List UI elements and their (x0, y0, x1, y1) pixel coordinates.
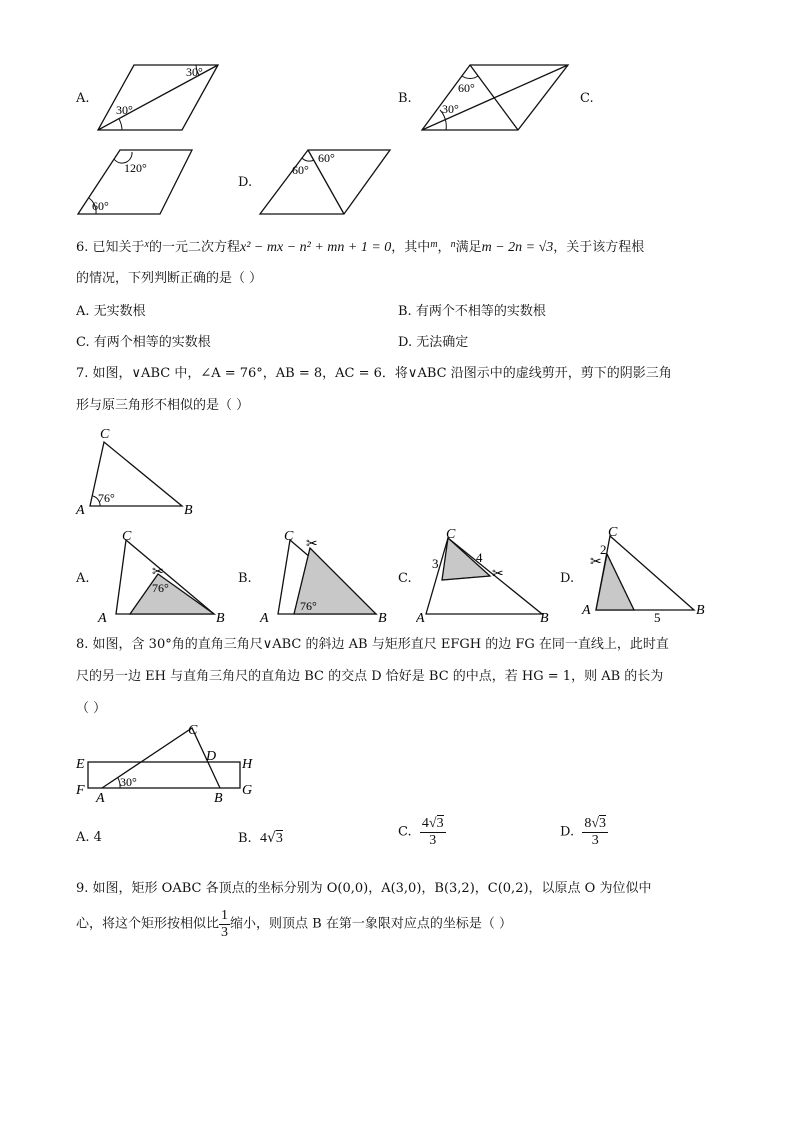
vertex-label: A (98, 611, 107, 624)
vertex-label: C (608, 525, 618, 540)
q7-option-a-label[interactable]: A. (76, 571, 90, 586)
vertex-label: B (216, 611, 225, 624)
angle-label: 76° (300, 599, 317, 613)
vertex-label: E (76, 757, 85, 772)
vertex-label: C (122, 529, 132, 544)
q7-figure-c (416, 526, 556, 624)
equation: x² − mx − n² + mn + 1 = 0 (240, 240, 392, 255)
angle-label: 30° (120, 775, 137, 789)
q8-option-d[interactable]: D. $\frac{8√3}{3}$ (560, 816, 607, 848)
angle-label: 76° (98, 491, 115, 505)
angle-label: 30° (186, 65, 203, 79)
q7-option-d-label[interactable]: D. (560, 571, 575, 586)
angle-label: 60° (318, 151, 335, 165)
vertex-label: B (214, 791, 223, 806)
q5-figure-c (74, 146, 194, 218)
length-label: 3 (432, 556, 439, 571)
q8-stem-line2: 尺的另一边 EH 与直角三角尺的直角边 BC 的交点 D 恰好是 BC 的中点，若 HG = 1，则 AB 的长为 (76, 669, 664, 684)
q5-option-b-label[interactable]: B. (398, 91, 412, 106)
vertex-label: A (416, 611, 425, 624)
q7-figure-d (578, 524, 714, 624)
q8-stem-line3: （ ） (76, 701, 107, 716)
q7-stem-line1: 7. 如图，∨ABC 中，∠A = 76°，AB = 8，AC = 6．将∨ABC 沿图示中的虚线剪开，剪下的阴影三角 (76, 366, 672, 381)
angle-label: 120° (124, 161, 147, 175)
angle-label: 60° (292, 163, 309, 177)
scissors-icon: ✂ (152, 565, 164, 580)
q7-option-b-label[interactable]: B. (238, 571, 252, 586)
q6-option-b[interactable]: B. 有两个不相等的实数根 (398, 304, 546, 319)
angle-label: 60° (92, 199, 109, 213)
q7-main-triangle (74, 424, 204, 520)
q6-option-c[interactable]: C. 有两个相等的实数根 (76, 335, 211, 350)
q5-figure-d (256, 146, 396, 218)
vertex-label: A (96, 791, 105, 806)
q8-option-b[interactable]: B. 4√3 (238, 830, 283, 846)
q5-option-d-label[interactable]: D. (238, 175, 253, 190)
vertex-label: B (184, 503, 193, 518)
length-label: 4 (476, 550, 483, 565)
q5-option-c-label[interactable]: C. (580, 91, 594, 106)
q7-figure-a (94, 526, 230, 624)
vertex-label: A (76, 503, 85, 518)
length-label: 2 (600, 542, 607, 557)
vertex-label: C (446, 527, 456, 542)
vertex-label: C (100, 427, 110, 442)
vertex-label: B (378, 611, 387, 624)
vertex-label: A (260, 611, 269, 624)
angle-label: 60° (458, 81, 475, 95)
q8-figure (74, 720, 264, 806)
q6-stem-line2: 的情况，下列判断正确的是（ ） (76, 271, 263, 286)
q6-option-d[interactable]: D. 无法确定 (398, 335, 469, 350)
scissors-icon: ✂ (590, 555, 602, 570)
condition: m − 2n = √3 (481, 240, 554, 255)
scissors-icon: ✂ (492, 567, 504, 582)
q8-option-c[interactable]: C. $\frac{4√3}{3}$ (398, 816, 444, 848)
angle-label: 30° (116, 103, 133, 117)
q6-option-a[interactable]: A. 无实数根 (76, 304, 146, 319)
vertex-label: H (242, 757, 253, 772)
length-label: 5 (654, 610, 661, 624)
q5-figure-b (418, 60, 578, 135)
angle-label: 30° (442, 102, 459, 116)
vertex-label: A (582, 603, 591, 618)
q5-option-a-label[interactable]: A. (76, 91, 90, 106)
scissors-icon: ✂ (306, 537, 318, 552)
vertex-label: D (206, 749, 217, 764)
vertex-label: B (540, 611, 549, 624)
q8-stem-line1: 8. 如图，含 30°角的直角三角尺∨ABC 的斜边 AB 与矩形直尺 EFGH 的边 FG 在同一直线上，此时直 (76, 637, 669, 652)
vertex-label: C (284, 529, 294, 544)
q7-option-c-label[interactable]: C. (398, 571, 412, 586)
q8-option-a[interactable]: A. 4 (76, 830, 102, 845)
angle-label: 76° (152, 581, 169, 595)
vertex-label: C (188, 723, 198, 738)
q9-stem-line1: 9. 如图，矩形 OABC 各顶点的坐标分别为 O(0,0)，A(3,0)，B(3,2)，C(0,2)，以原点 O 为位似中 (76, 881, 652, 896)
q9-stem-line2: 心，将这个矩形按相似比 $\frac{1}{3}$ 缩小，则顶点 B 在第一象限对应点的坐标是（ ） (76, 908, 512, 940)
q7-figure-b (256, 526, 392, 624)
q5-figure-a (94, 60, 224, 135)
q7-stem-line2: 形与原三角形不相似的是（ ） (76, 398, 250, 413)
q6-stem-line1: 6. 已知关于$^x$的一元二次方程x² − mx − n² + mn + 1 = 0，其中$^m$，$^n$满足m − 2n = √3，关于该方程根 (76, 239, 645, 255)
vertex-label: B (696, 603, 705, 618)
vertex-label: G (242, 783, 253, 798)
vertex-label: F (76, 783, 85, 798)
